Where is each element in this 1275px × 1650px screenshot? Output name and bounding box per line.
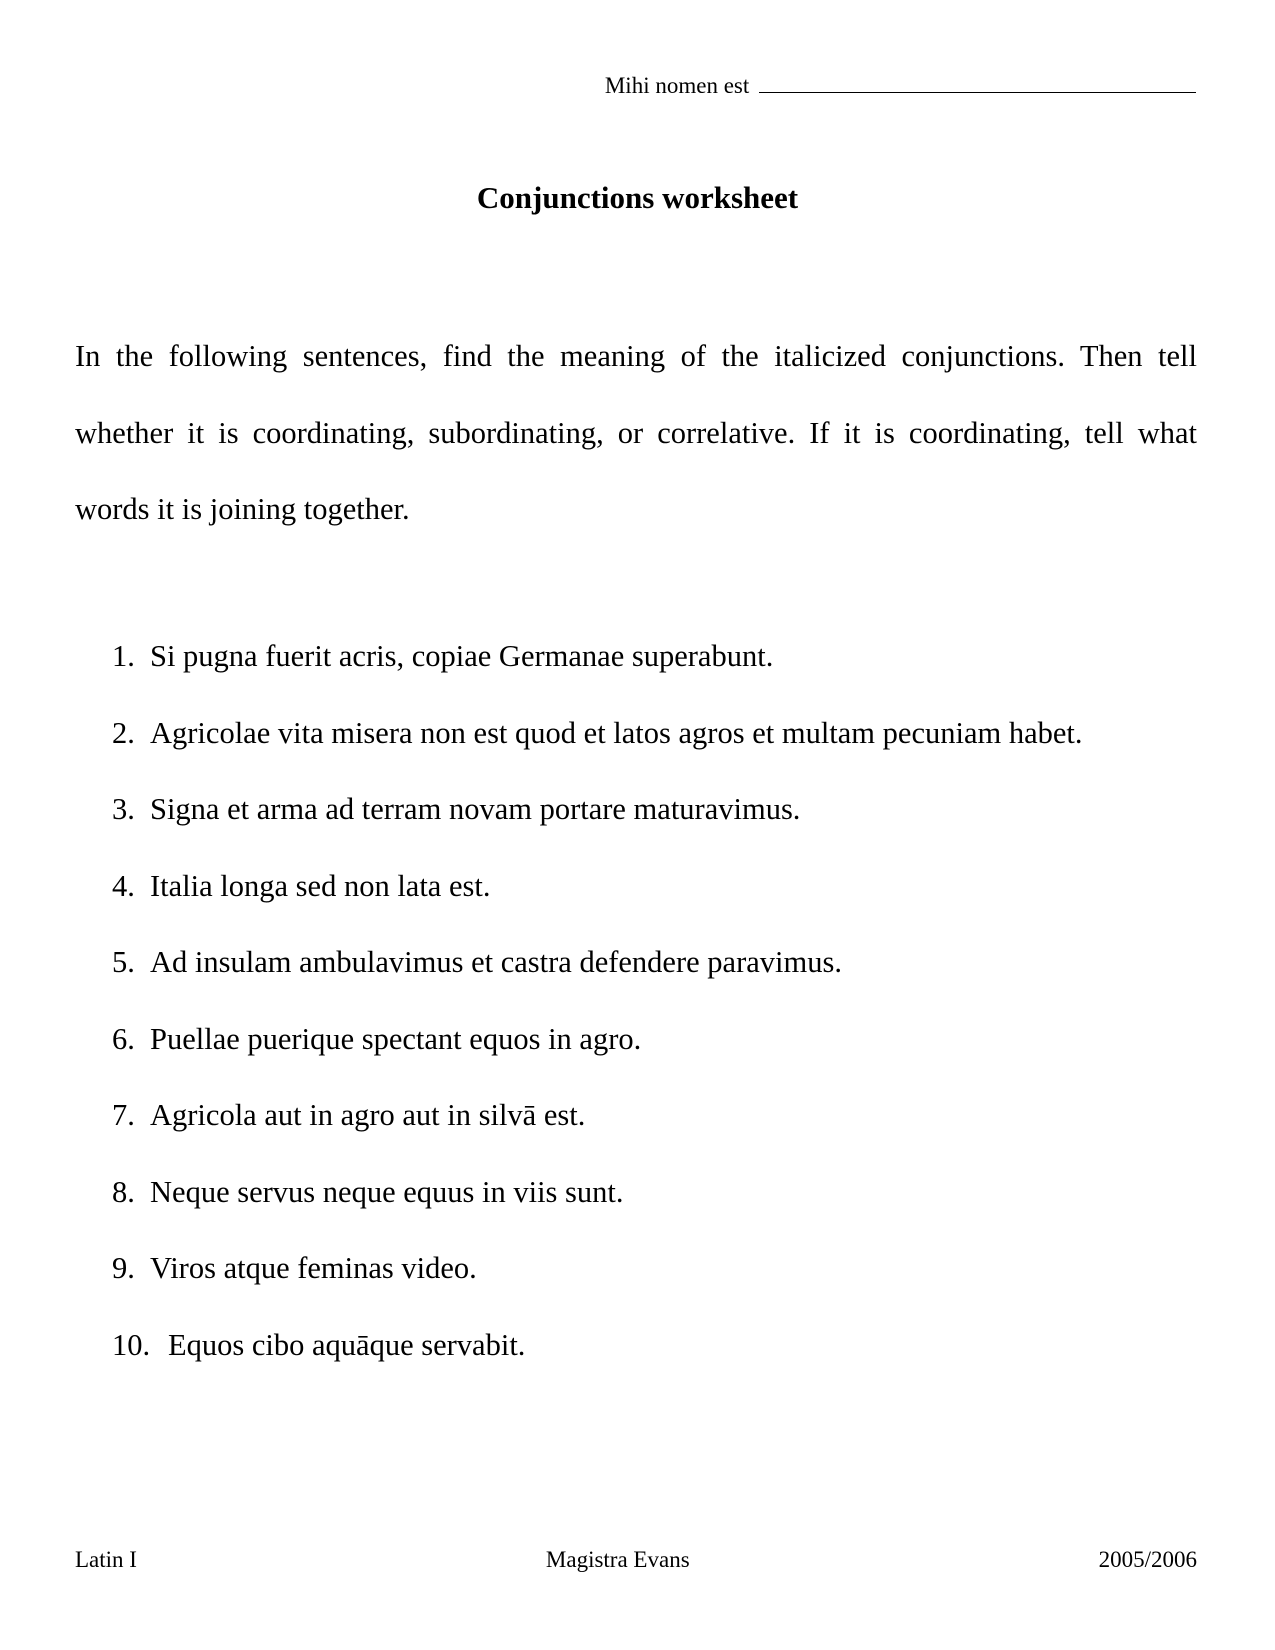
question-item (112, 942, 1083, 1019)
question-text: Neque servus neque equus in viis sunt. (150, 1174, 624, 1209)
question-number: 3. (112, 792, 135, 826)
question-text: Ad insulam ambulavimus et castra defendere paravimus. (150, 945, 842, 979)
footer-year: 2005/2006 (1098, 1547, 1197, 1572)
question-text: Agricolae vita misera non est quod et latos agros et multam pecuniam habet. (150, 715, 1083, 750)
question-item (112, 1248, 1083, 1325)
name-blank (759, 72, 1196, 93)
student-name-line (605, 72, 1196, 99)
question-text: Signa et arma ad terram novam portare maturavimus. (150, 792, 801, 826)
question-list (112, 636, 1083, 1401)
question-text: Viros atque feminas video. (150, 1251, 477, 1285)
question-item (112, 713, 1083, 790)
question-text: Agricola aut in agro aut in silvā est. (150, 1098, 586, 1132)
page-footer (75, 1547, 1197, 1573)
question-number: 9. (112, 1251, 135, 1285)
question-number: 5. (112, 945, 135, 979)
question-number: 7. (112, 1098, 135, 1132)
question-text: Puellae puerique spectant equos in agro. (150, 1021, 642, 1056)
worksheet-title: Conjunctions worksheet (476, 180, 799, 215)
question-text: Equos cibo aquāque servabit. (168, 1327, 526, 1362)
question-item (112, 1172, 1083, 1249)
instructions-paragraph: In the following sentences, find the meaning of the italicized conjunctions. Then tell whether it is coordinating, subordinating, or correlative. If it is coordinating, tell what words it is joining together. (75, 339, 1197, 526)
question-number: 4. (112, 868, 135, 903)
question-item (112, 1095, 1083, 1172)
question-number: 6. (112, 1021, 135, 1056)
question-item (112, 789, 1083, 866)
question-number: 10. (112, 1327, 151, 1362)
question-item (112, 866, 1083, 943)
footer-teacher: Magistra Evans (545, 1547, 690, 1572)
question-item (112, 1019, 1083, 1096)
question-text: Italia longa sed non lata est. (150, 868, 491, 903)
footer-course: Latin I (75, 1547, 137, 1572)
question-item (112, 1325, 1083, 1402)
name-label: Mihi nomen est (604, 73, 750, 98)
question-item (112, 636, 1083, 713)
question-text: Si pugna fuerit acris, copiae Germanae superabunt. (150, 639, 774, 673)
question-number: 1. (112, 639, 135, 673)
question-number: 2. (112, 715, 135, 750)
question-number: 8. (112, 1174, 135, 1209)
